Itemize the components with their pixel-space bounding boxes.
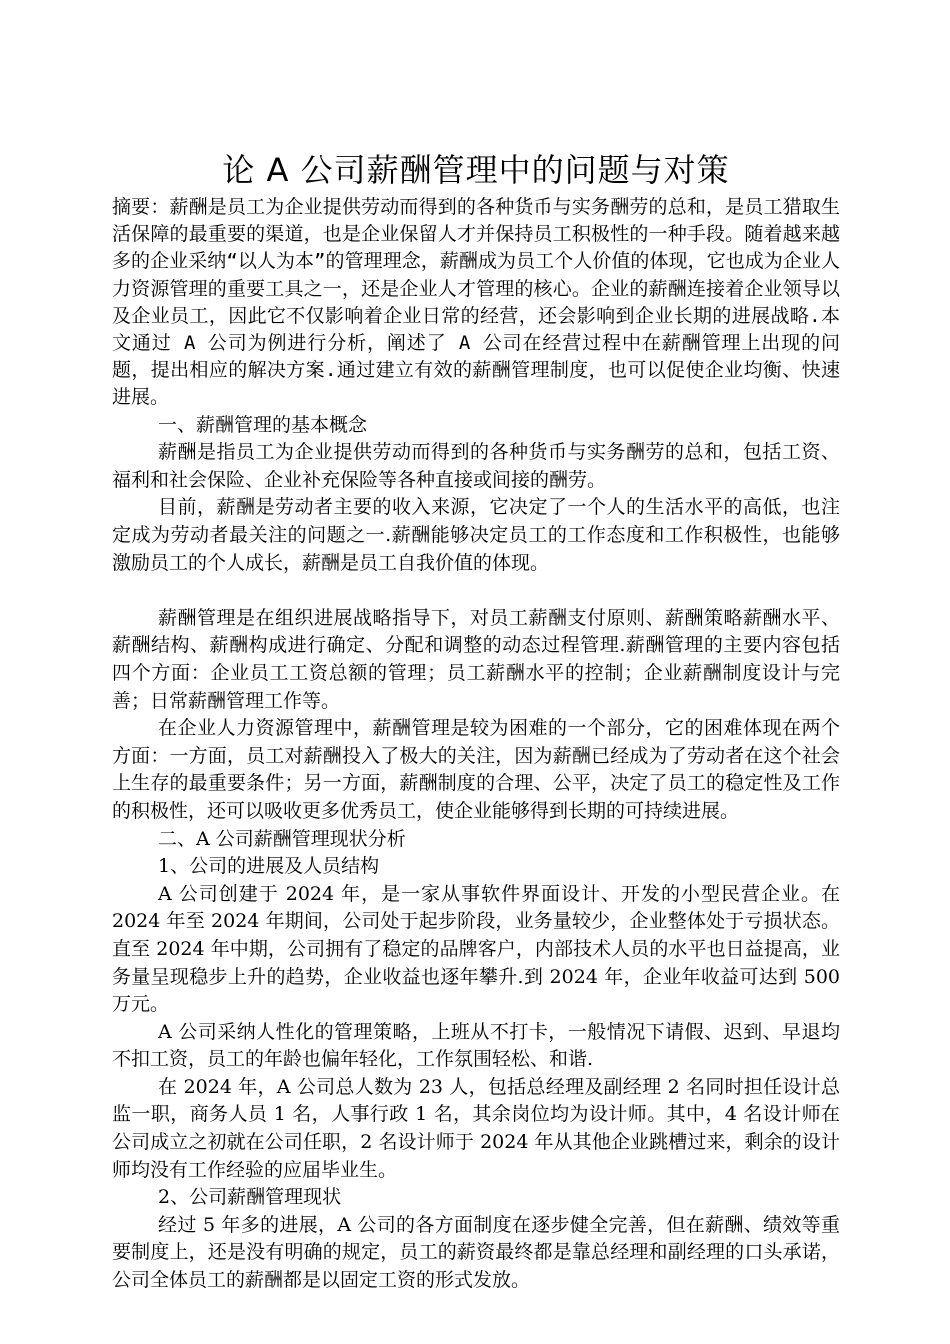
paragraph: 目前，薪酬是劳动者主要的收入来源，它决定了一个人的生活水平的高低，也注定成为劳动者最关注的问题之一.薪酬能够决定员工的工作态度和工作积极性，也能够激励员工的个人成长，薪酬是员工自我价值的体现。 [112, 496, 840, 574]
paragraph: 薪酬管理是在组织进展战略指导下，对员工薪酬支付原则、薪酬策略薪酬水平、薪酬结构、薪酬构成进行确定、分配和调整的动态过程管理.薪酬管理的主要内容包括四个方面：企业员工工资总额的管理；员工薪酬水平的控制；企业薪酬制度设计与完善；日常薪酬管理工作等。 [112, 606, 840, 712]
subsection-heading: 1、公司的进展及人员结构 [158, 855, 380, 878]
blank-line [112, 577, 840, 605]
document-page [112, 148, 840, 1295]
paragraph: A 公司采纳人性化的管理策略，上班从不打卡，一般情况下请假、迟到、早退均不扣工资，员工的年龄也偏年轻化，工作氛围轻松、和谐. [112, 1020, 840, 1071]
paragraph: 在企业人力资源管理中，薪酬管理是较为困难的一个部分，它的困难体现在两个方面：一方面，员工对薪酬投入了极大的关注，因为薪酬已经成为了劳动者在这个社会上生存的最重要条件；另一方面，薪酬制度的合理、公平，决定了员工的稳定性及工作的积极性，还可以吸收更多优秀员工，使企业能够得到长期的可持续进展。 [112, 717, 840, 822]
abstract: 摘要：薪酬是员工为企业提供劳动而得到的各种货币与实务酬劳的总和，是员工猎取生活保障的最重要的渠道，也是企业保留人才并保持员工积极性的一种手段。随着越来越多的企业采纳“以人为本”的管理理念，薪酬成为员工个人价值的体现，它也成为企业人力资源管理的重要工具之一，还是企业人才管理的核心。企业的薪酬连接着企业领导以及企业员工，因此它不仅影响着企业日常的经营，还会影响到企业长期的进展战略.本文通过 A 公司为例进行分析，阐述了 A 公司在经营过程中在薪酬管理上出现的问题，提出相应的解决方案.通过建立有效的薪酬管理制度，也可以促使企业均衡、快速进展。 [112, 196, 840, 409]
document-title: 论 A 公司薪酬管理中的问题与对策 [222, 151, 730, 189]
paragraph: 在 2024 年，A 公司总人数为 23 人，包括总经理及副经理 2 名同时担任设计总监一职，商务人员 1 名，人事行政 1 名，其余岗位均为设计师。其中，4 名设计师在公司成立之初就在公司任职，2 名设计师于 2024 年从其他企业跳槽过来，剩余的设计师均没有工作经验的应届毕业生。 [112, 1075, 840, 1181]
section-heading-1: 一、薪酬管理的基本概念 [158, 413, 368, 436]
section-heading-2: 二、A 公司薪酬管理现状分析 [158, 827, 406, 850]
subsection-heading: 2、公司薪酬管理现状 [158, 1186, 342, 1209]
paragraph: A 公司创建于 2024 年，是一家从事软件界面设计、开发的小型民营企业。在 2024 年至 2024 年期间，公司处于起步阶段，业务量较少，企业整体处于亏损状态。直至 2024 年中期，公司拥有了稳定的品牌客户，内部技术人员的水平也日益提高，业务量呈现稳步上升的趋势，企业收益也逐年攀升.到 2024 年，企业年收益可达到 500 万元。 [112, 882, 840, 1016]
paragraph: 薪酬是指员工为企业提供劳动而得到的各种货币与实务酬劳的总和，包括工资、福利和社会保险、企业补充保险等各种直接或间接的酬劳。 [112, 441, 840, 491]
paragraph: 经过 5 年多的进展，A 公司的各方面制度在逐步健全完善，但在薪酬、绩效等重要制度上，还是没有明确的规定，员工的薪资最终都是靠总经理和副经理的口头承诺，公司全体员工的薪酬都是以固定工资的形式发放。 [112, 1213, 840, 1292]
